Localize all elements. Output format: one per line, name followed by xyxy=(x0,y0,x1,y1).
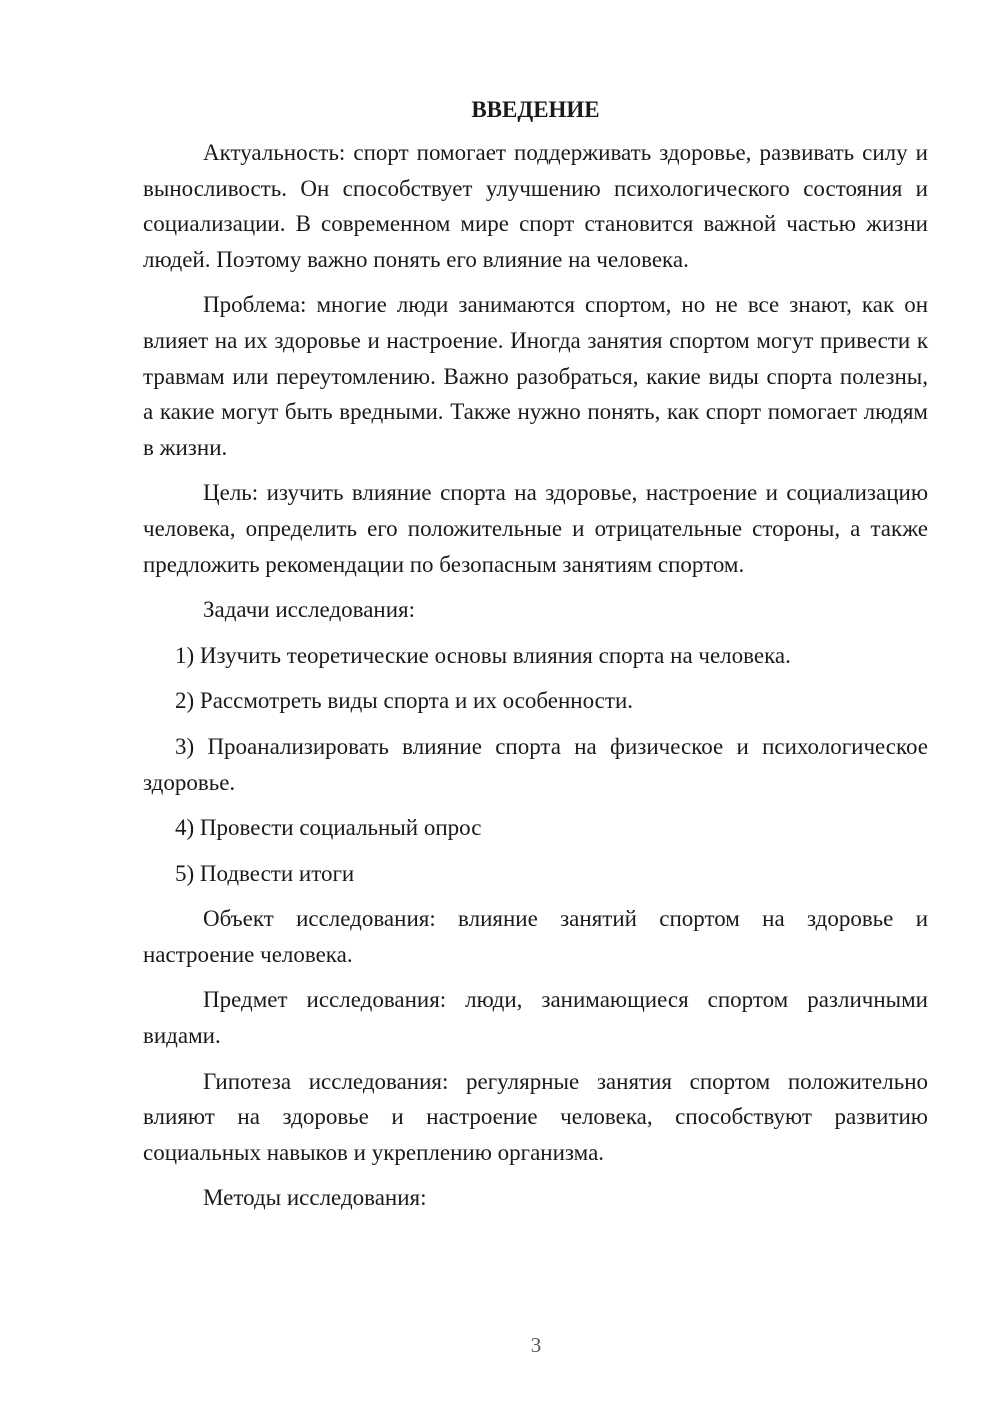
task-item-5: 5) Подвести итоги xyxy=(175,860,355,886)
goal-paragraph: Цель: изучить влияние спорта на здоровье, настроение и социализацию человека, определить его положительные и отрицательные стороны, а также предложить рекомендации по безопасным занятиям спортом. xyxy=(143,480,928,577)
relevance-paragraph: Актуальность: спорт помогает поддерживать здоровье, развивать силу и выносливость. Он способствует улучшению психологического состояния и социализации. В современном мире спорт становится важной частью жизни людей. Поэтому важно понять его влияние на человека. xyxy=(143,140,928,272)
methods-title: Методы исследования: xyxy=(203,1185,427,1211)
subject-paragraph: Предмет исследования: люди, занимающиеся спортом различными видами. xyxy=(143,987,928,1049)
task-item-1: 1) Изучить теоретические основы влияния спорта на человека. xyxy=(175,642,791,668)
task-item-4: 4) Провести социальный опрос xyxy=(175,815,482,841)
page-number: 3 xyxy=(530,1333,542,1357)
page-title: ВВЕДЕНИЕ xyxy=(471,97,600,122)
page-content xyxy=(143,95,928,1226)
task-item-2: 2) Рассмотреть виды спорта и их особенности. xyxy=(175,688,634,714)
tasks-title: Задачи исследования: xyxy=(203,597,416,623)
object-paragraph: Объект исследования: влияние занятий спортом на здоровье и настроение человека. xyxy=(143,906,928,967)
task-item-3: 3) Проанализировать влияние спорта на физическое и психологическое здоровье. xyxy=(143,733,928,795)
hypothesis-paragraph: Гипотеза исследования: регулярные занятия спортом положительно влияют на здоровье и настроение человека, способствуют развитию социальных навыков и укреплению организма. xyxy=(143,1068,928,1165)
problem-paragraph: Проблема: многие люди занимаются спортом, но не все знают, как он влияет на их здоровье и настроение. Иногда занятия спортом могут привести к травмам или переутомлению. Важно разобраться, какие виды спорта полезны, а какие могут быть вредными. Также нужно понять, как спорт помогает людям в жизни. xyxy=(143,292,928,460)
